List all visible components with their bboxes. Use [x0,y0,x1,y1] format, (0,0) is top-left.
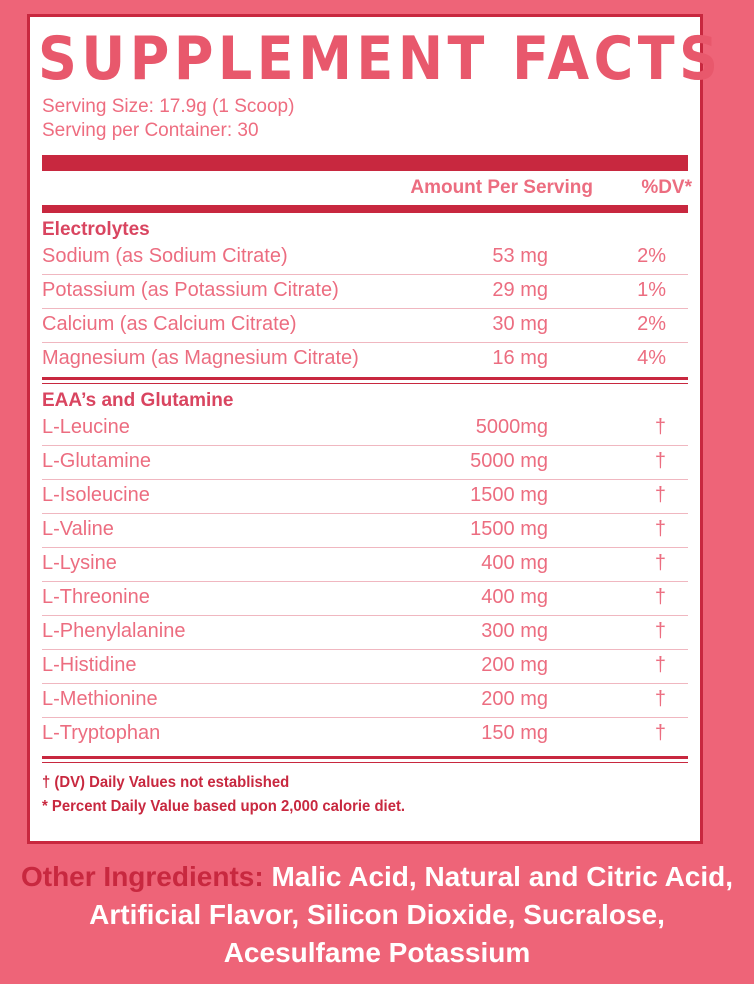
table-row [42,412,688,446]
ingredient-amount: 5000mg [475,416,548,438]
supplement-facts-panel [27,14,723,844]
nutrient-name: Sodium (as Sodium Citrate) [42,245,288,267]
nutrient-dv: 4% [637,347,666,369]
ingredient-dv: † [654,552,666,574]
nutrient-amount: 16 mg [492,347,548,369]
electrolytes-section-title: Electrolytes [42,219,150,240]
ingredient-dv: † [654,688,666,710]
ingredient-dv: † [654,586,666,608]
footer-divider [42,756,688,763]
section-divider [42,377,688,384]
table-row [42,241,688,275]
header-divider [42,205,688,213]
ingredient-name: L-Isoleucine [42,484,150,506]
footnote-percent-dv: * Percent Daily Value based upon 2,000 calorie diet. [42,798,406,815]
ingredient-amount: 150 mg [481,722,548,744]
ingredient-amount: 200 mg [481,688,548,710]
ingredient-dv: † [654,416,666,438]
nutrient-dv: 2% [637,245,666,267]
ingredient-amount: 400 mg [481,552,548,574]
table-row [42,275,688,309]
ingredient-dv: † [654,484,666,506]
eaa-section-title: EAA’s and Glutamine [42,390,234,411]
serving-info [42,95,688,143]
table-row [42,718,688,752]
ingredient-name: L-Leucine [42,416,130,438]
ingredient-name: L-Threonine [42,586,150,608]
servings-per-container: Serving per Container: 30 [42,120,259,141]
ingredient-name: L-Valine [42,518,114,540]
footnote-dagger: † (DV) Daily Values not established [42,774,290,791]
nutrient-name: Magnesium (as Magnesium Citrate) [42,347,359,369]
ingredient-dv: † [654,654,666,676]
ingredient-name: L-Tryptophan [42,722,161,744]
facts-content [38,17,723,819]
ingredient-name: L-Glutamine [42,450,151,472]
ingredient-dv: † [654,620,666,642]
ingredient-dv: † [654,450,666,472]
other-ingredients [20,858,734,972]
ingredient-amount: 5000 mg [470,450,548,472]
table-row [42,343,688,377]
nutrient-amount: 29 mg [492,279,548,301]
table-row [42,650,688,684]
ingredient-dv: † [654,518,666,540]
footnotes [42,771,643,819]
ingredient-name: L-Methionine [42,688,158,710]
ingredient-amount: 400 mg [481,586,548,608]
table-row [42,309,688,343]
nutrient-name: Potassium (as Potassium Citrate) [42,279,339,301]
ingredient-amount: 1500 mg [470,484,548,506]
table-row [42,684,688,718]
eaa-list [42,412,688,752]
thick-divider [42,155,688,171]
ingredient-amount: 200 mg [481,654,548,676]
table-row [42,616,688,650]
nutrient-dv: 2% [637,313,666,335]
ingredient-name: L-Histidine [42,654,137,676]
nutrient-name: Calcium (as Calcium Citrate) [42,313,297,335]
nutrient-dv: 1% [637,279,666,301]
column-header-row [42,171,692,205]
table-row [42,548,688,582]
ingredient-name: L-Phenylalanine [42,620,186,642]
other-ingredients-text: Malic Acid, Natural and Citric Acid, Artificial Flavor, Silicon Dioxide, Sucralose, Acesulfame Potassium [89,861,734,968]
electrolytes-list [42,241,688,377]
table-row [42,446,688,480]
ingredient-dv: † [654,722,666,744]
table-row [42,514,688,548]
ingredient-amount: 300 mg [481,620,548,642]
amount-per-serving-header: Amount Per Serving [410,177,593,198]
nutrient-amount: 30 mg [492,313,548,335]
table-row [42,480,688,514]
ingredient-name: L-Lysine [42,552,117,574]
other-ingredients-label: Other Ingredients: [20,861,264,892]
facts-title: SUPPLEMENT FACTS [38,24,723,94]
nutrient-amount: 53 mg [492,245,548,267]
ingredient-amount: 1500 mg [470,518,548,540]
table-row [42,582,688,616]
serving-size: Serving Size: 17.9g (1 Scoop) [42,96,295,117]
dv-header: %DV* [641,177,692,198]
